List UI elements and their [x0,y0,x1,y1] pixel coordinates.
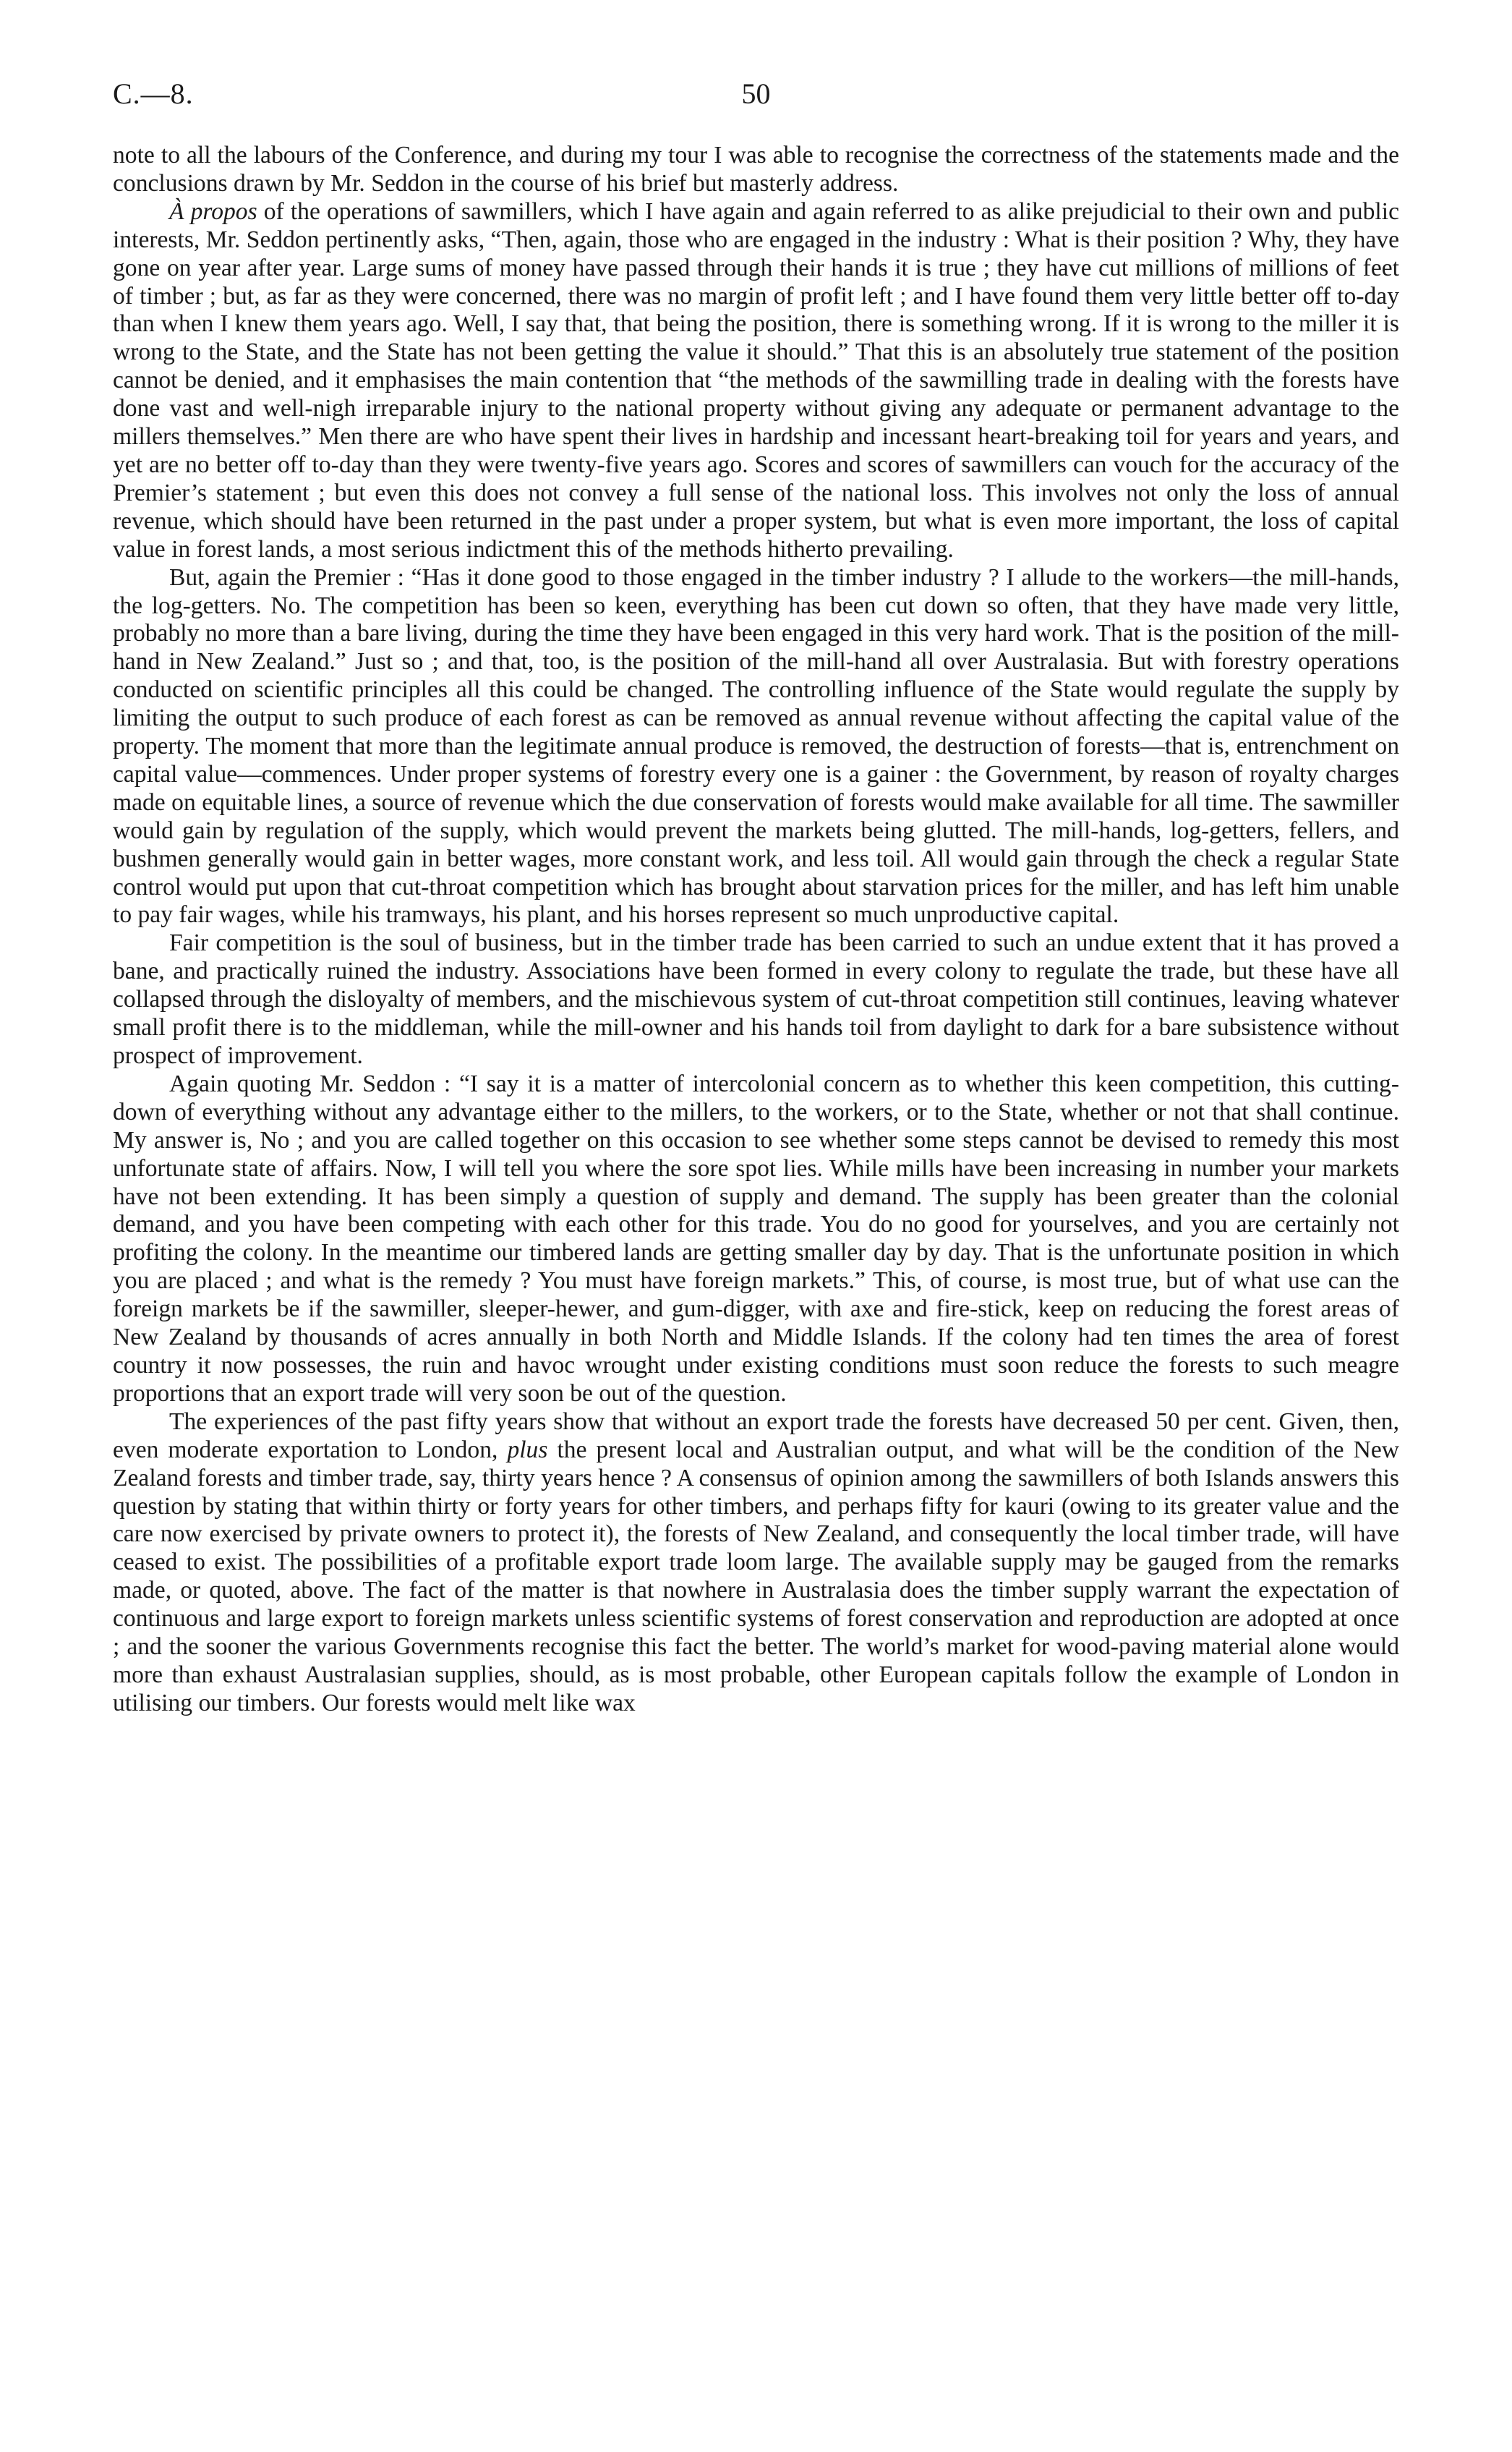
paragraph [113,929,1399,1070]
paragraph [113,1070,1399,1408]
text-run: Fair competition is the soul of business, but in the timber trade has been carried to such an undue extent that it has proved a bane, and practically ruined the industry. Associations have been formed in every colony to regulate the trade, but these have all collapsed through the disloyalty of members, and the mischievous system of cut-throat competition still continues, leaving whatever small profit there is to the middleman, while the mill-owner and his hands toil from daylight to dark for a bare subsistence without prospect of improvement. [113,929,1399,1069]
italic-text: plus [507,1436,548,1463]
page-number: 50 [741,77,771,110]
text-run: note to all the labours of the Conference, and during my tour I was able to recognise the correctness of the statements made and the conclusions drawn by Mr. Seddon in the course of his brief but masterly address. [113,142,1399,197]
text-run: Again quoting Mr. Seddon : “I say it is a matter of intercolonial concern as to whether this keen competition, this cutting-down of everything without any advantage either to the millers, to the workers, or to the State, whether or not that shall continue. My answer is, No ; and you are called together on this occasion to see whether some steps cannot be devised to remedy this most unfortunate state of affairs. Now, I will tell you where the sore spot lies. While mills have been increasing in number your markets have not been extending. It has been simply a question of supply and demand. The supply has been greater than the colonial demand, and you have been competing with each other for this trade. You do no good for yourselves, and you are certainly not profiting the colony. In the meantime our timbered lands are getting smaller day by day. That is the unfortunate position in which you are placed ; and what is the remedy ? You must have foreign markets.” This, of course, is most true, but of what use can the foreign markets be if the sawmiller, sleeper-hewer, and gum-digger, with axe and fire-stick, keep on reducing the forest areas of New Zealand by thousands of acres annually in both North and Middle Islands. If the colony had ten times the area of forest country it now possesses, the ruin and havoc wrought under existing conditions must soon reduce the forests to such meagre proportions that an export trade will very soon be out of the question. [113,1070,1399,1407]
text-run: But, again the Premier : “Has it done good to those engaged in the timber industry ? I allude to the workers—the mill-hands, the log-getters. No. The competition has been so keen, everything has been cut down so often, that they have made very little, probably no more than a bare living, during the time they have been engaged in this very hard work. That is the position of the mill-hand in New Zealand.” Just so ; and that, too, is the position of the mill-hand all over Australasia. But with forestry operations conducted on scientific principles all this could be changed. The controlling influence of the State would regulate the supply by limiting the output to such produce of each forest as can be removed as annual revenue without affecting the capital value of the property. The moment that more than the legitimate annual produce is removed, the destruction of forests—that is, entrenchment on capital value—commences. Under proper systems of forestry every one is a gainer : the Government, by reason of royalty charges made on equitable lines, a source of revenue which the due conservation of forests would make available for all time. The sawmiller would gain by regulation of the supply, which would prevent the markets being glutted. The mill-hands, log-getters, fellers, and bushmen generally would gain in better wages, more constant work, and less toil. All would gain through the check a regular State control would put upon that cut-throat competition which has brought about starvation prices for the miller, and has left him unable to pay fair wages, while his tramways, his plant, and his horses represent so much unproductive capital. [113,563,1399,929]
page-header [113,77,1399,123]
paragraph [113,564,1399,930]
italic-text: À propos [169,197,257,225]
paragraph [113,198,1399,564]
text-run: of the operations of sawmillers, which I have again and again referred to as alike prejudicial to their own and public interests, Mr. Seddon pertinently asks, “Then, again, those who are engaged in the industry : What is their position ? Why, they have gone on year after year. Large sums of money have passed through their hands it is true ; they have cut millions of millions of feet of timber ; but, as far as they were concerned, there was no margin of profit left ; and I have found them very little better off to-day than when I knew them years ago. Well, I say that, that being the position, there is something wrong. If it is wrong to the miller it is wrong to the State, and the State has not been getting the value it should.” That this is an absolutely true statement of the position cannot be denied, and it emphasises the main contention that “the methods of the sawmilling trade in dealing with the forests have done vast and well-nigh irreparable injury to the national property without giving any adequate or permanent advantage to the millers themselves.” Men there are who have spent their lives in hardship and incessant heart-breaking toil for years and years, and yet are no better off to-day than they were twenty-five years ago. Scores and scores of sawmillers can vouch for the accuracy of the Premier’s statement ; but even this does not convey a full sense of the national loss. This involves not only the loss of annual revenue, which should have been returned in the past under a proper system, but what is even more important, the loss of capital value in forest lands, a most serious indictment this of the methods hitherto prevailing. [113,197,1399,563]
text-run: the present local and Australian output, and what will be the condition of the New Zealand forests and timber trade, say, thirty years hence ? A consensus of opinion among the sawmillers of both Islands answers this question by stating that within thirty or forty years for other timbers, and perhaps fifty for kauri (owing to its greater value and the care now exercised by private owners to protect it), the forests of New Zealand, and consequently the local timber trade, will have ceased to exist. The possibilities of a profitable export trade loom large. The available supply may be gauged from the remarks made, or quoted, above. The fact of the matter is that nowhere in Australasia does the timber supply warrant the expectation of continuous and large export to foreign markets unless scientific systems of forest conservation and reproduction are adopted at once ; and the sooner the various Governments recognise this fact the better. The world’s market for wood-paving material alone would more than exhaust Australasian supplies, should, as is most probable, other European capitals follow the example of London in utilising our timbers. Our forests would melt like wax [113,1436,1399,1716]
paragraph [113,142,1399,198]
document-reference: C.—8. [113,77,194,110]
paragraph [113,1408,1399,1718]
body-text [113,142,1399,1718]
text-run: The experiences of the past fifty years show that without an export trade the forests have decreased 50 per cent. Given, then, even moderate exportation to London, [113,1408,1399,1463]
